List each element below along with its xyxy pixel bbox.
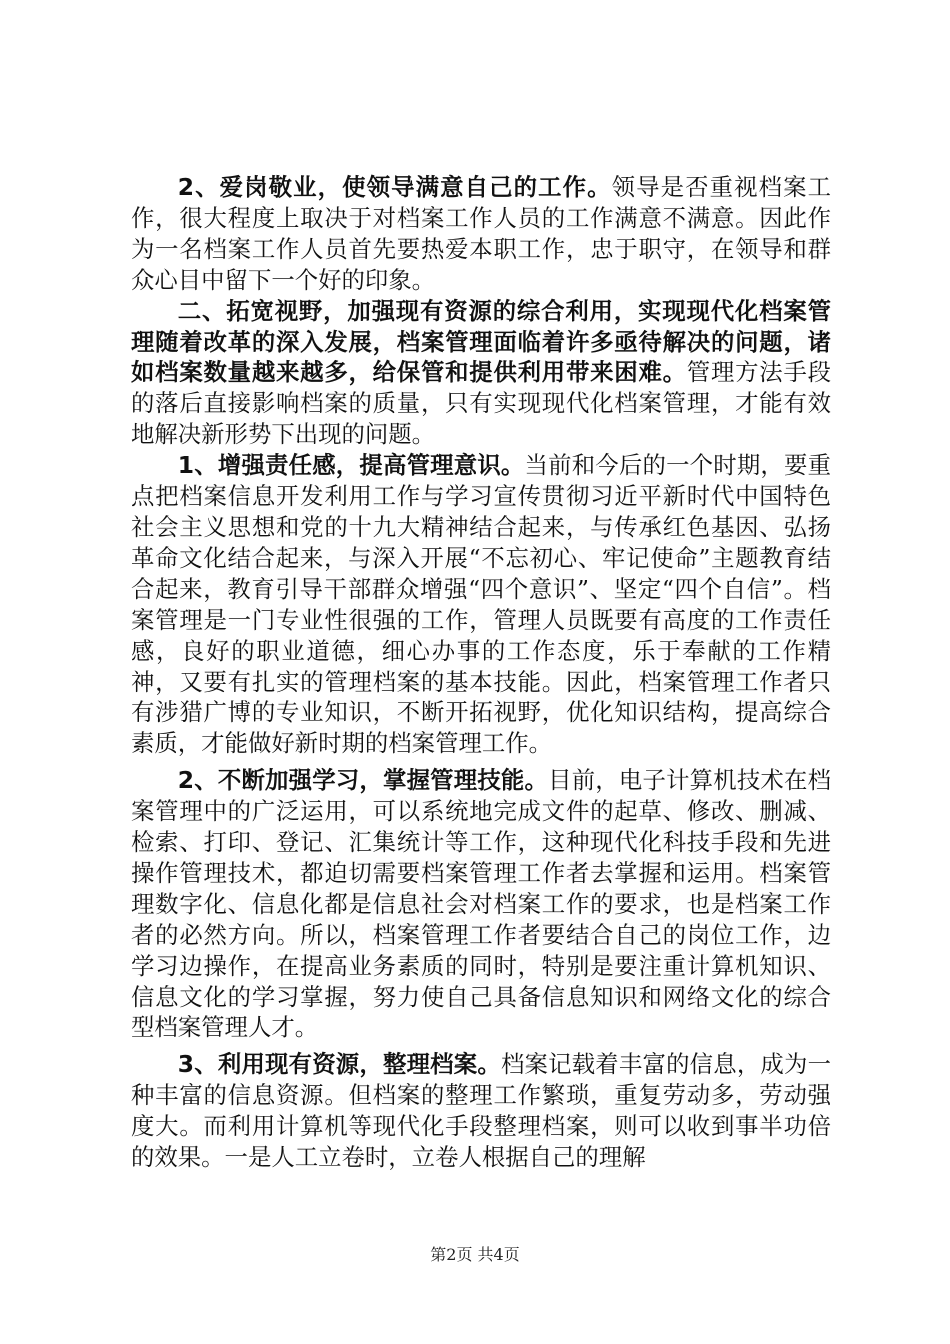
paragraph-resources: [131, 1049, 831, 1173]
paragraph-text: 档案记载着丰富的信息，成为一种丰富的信息资源。但档案的整理工作繁琐，重复劳动多，劳动强度大。而利用计算机等现代化手段整理档案，则可以收到事半功倍的效果。一是人工立卷时，立卷人根据自己的理解: [131, 1050, 831, 1172]
paragraph-lead: 1、增强责任感，提高管理意识。: [177, 451, 525, 480]
paragraph-section-two: [131, 296, 831, 451]
paragraph-text: 领导是否重视档案工作，很大程度上取决于对档案工作人员的工作满意不满意。因此作为一名档案工作人员首先要热爱本职工作，忠于职守，在领导和群众心目中留下一个好的印象。: [131, 173, 832, 294]
document-body: [131, 172, 831, 1173]
paragraph-text: 目前，电子计算机技术在档案管理中的广泛运用，可以系统地完成文件的起草、修改、删减、检索、打印、登记、汇集统计等工作，这种现代化科技手段和先进操作管理技术，都迫切需要档案管理工作者去掌握和运用。档案管理数字化、信息化都是信息社会对档案工作的要求，也是档案工作者的必然方向。所以，档案管理工作者要结合自己的岗位工作，边学习边操作，在提高业务素质的同时，特别是要注重计算机知识、信息文化的学习掌握，努力使自己具备信息知识和网络文化的综合型档案管理人才。: [131, 766, 832, 1042]
paragraph-text: 当前和今后的一个时期，要重点把档案信息开发利用工作与学习宣传贯彻习近平新时代中国特色社会主义思想和党的十九大精神结合起来，与传承红色基因、弘扬革命文化结合起来，与深入开展“不忘初心、牢记使命”主题教育结合起来，教育引导干部群众增强“四个意识”、坚定“四个自信”。档案管理是一门专业性很强的工作，管理人员既要有高度的工作责任感，良好的职业道德，细心办事的工作态度，乐于奉献的工作精神，又要有扎实的管理档案的基本技能。因此，档案管理工作者只有涉猎广博的专业知识，不断开拓视野，优化知识结构，提高综合素质，才能做好新时期的档案管理工作。: [131, 451, 831, 758]
paragraph-lead: 2、爱岗敬业，使领导满意自己的工作。: [177, 173, 612, 201]
paragraph-responsibility: [131, 450, 831, 759]
section-heading: 二、拓宽视野，加强现有资源的综合利用，实现现代化档案管理随着改革的深入发展，档案管理面临着许多亟待解决的问题，诸如档案数量越来越多，给保管和提供利用带来困难。: [131, 296, 831, 387]
paragraph-love-job: [131, 172, 831, 296]
paragraph-learning: [131, 765, 831, 1043]
paragraph-lead: 2、不断加强学习，掌握管理技能。: [177, 766, 549, 795]
paragraph-text: 管理方法手段的落后直接影响档案的质量，只有实现现代化档案管理，才能有效地解决新形势下出现的问题。: [131, 358, 832, 449]
page-footer: 第2页 共4页: [430, 1245, 520, 1264]
paragraph-lead: 3、利用现有资源，整理档案。: [177, 1050, 501, 1079]
